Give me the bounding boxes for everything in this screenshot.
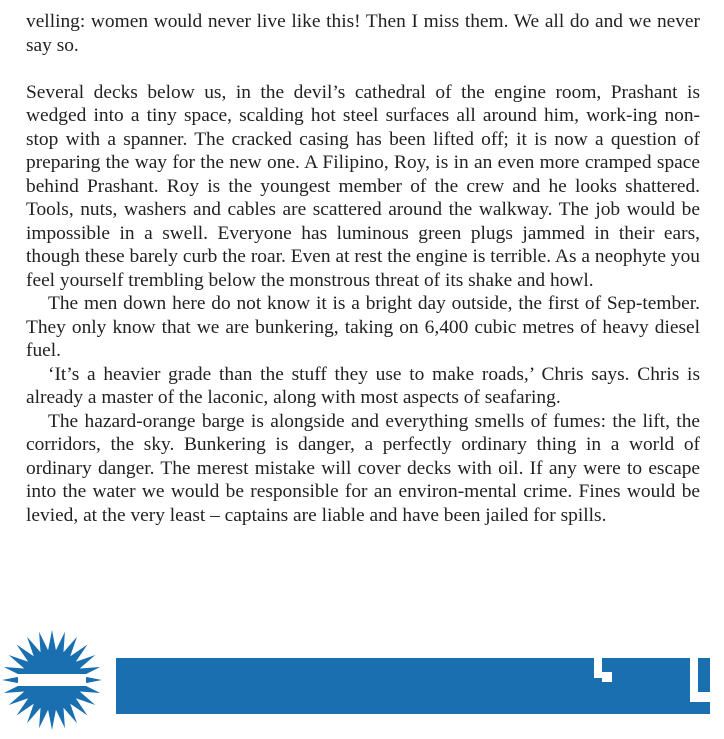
paragraph-2: Several decks below us, in the devil’s cathedral of the engine room, Prashant is wedged into a tiny space, scalding hot steel surfaces all around him, work-ing non-stop with a spanner. The cracked casing has been lifted off; it is now a question of preparing the way for the new one. A Filipino, Roy, is in an even more cramped space behind Prashant. Roy is the youngest member of the crew and he looks shattered. Tools, nuts, washers and cables are scattered around the walkway. The job would be impossible in a swell. Everyone has luminous green plugs jammed in their ears, though these barely curb the roar. Even at rest the engine is terrible. As a neophyte you feel yourself trembling below the monstrous threat of its shake and howl. (26, 81, 700, 291)
paragraph-1: velling: women would never live like this! Then I miss them. We all do and we never say so. (26, 11, 700, 56)
sun-logo-icon (0, 628, 104, 732)
paragraph-4: ‘It’s a heavier grade than the stuff they use to make roads,’ Chris says. Chris is already a master of the laconic, along with most aspects of seafaring. (26, 363, 700, 408)
paragraph-3: The men down here do not know it is a bright day outside, the first of Sep-tember. They only know that we are bunkering, taking on 6,400 cubic metres of heavy diesel fuel. (26, 293, 700, 361)
brand-banner-icon (116, 658, 710, 714)
text-fade-overlay (0, 622, 724, 636)
book-page-body (26, 10, 700, 527)
paragraph-5: The hazard-orange barge is alongside and everything smells of fumes: the lift, the corridors, the sky. Bunkering is danger, a perfectly ordinary thing in a world of ordinary danger. The merest mistake will cover decks with oil. If any were to escape into the water we would be responsible for an environ-mental crime. Fines would be levied, at the very least – captains are liable and have been jailed for spills. (26, 410, 700, 526)
